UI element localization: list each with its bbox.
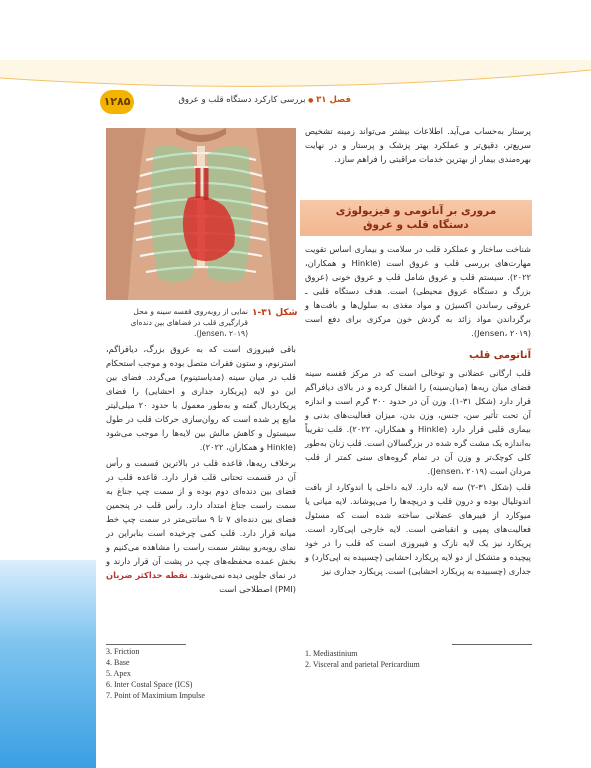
- left-paragraph-1: باقی فیبروزی است که به عروق بزرگ، دیافراگم، استرنوم، و ستون فقرات متصل بوده و موجب استحکام قلب در میان سینه (مدیاستینوم) می‌گردد. فضای بین این دو لایه (پریکارد جداری و احشایی) را فضای پریکاردیال گفته و به‌طور معمول با حدود ۲۰ میلی‌لیتر مایع پر شده است که روان‌سازی حرکات قلب در طول سیستول و کاهش مالش بین لایه‌ها را موجب می‌شود (Hinkle و همکاران، ۲۰۲۲).: [106, 344, 296, 452]
- footnote-2: 2. Visceral and parietal Pericardium: [305, 660, 420, 669]
- side-color-bar: [0, 560, 96, 768]
- page-number: ۱۲۸۵: [100, 90, 134, 114]
- anatomy-paragraph-1: قلب ارگانی عضلانی و توخالی است که در مرکز قفسه سینه فضای میان ریه‌ها (میان‌سینه) را اشغال کرده و در بالای دیافراگم قرار دارد (شکل ۳۱-۱). وزن آن در حدود ۳۰۰ گرم است و اندازه آن تحت تأثیر سن، جنس، وزن بدن، میزان فعالیت‌های بدنی و بیماری قلبی قرار دارد (Hinkle و همکاران، ۲۰۲۲). قلب تقریباً به‌اندازه یک مشت گره شده در بزرگسالان است. قلب زنان به‌طور کلی کوچک‌تر و وزن آن در تمام گروه‌های سنی کمتر از قلب مردان است (Jensen، ۲۰۱۹).: [305, 368, 532, 476]
- left-text: [106, 342, 296, 598]
- section-heading-box: [300, 200, 532, 236]
- footnote-4: 4. Base: [106, 658, 130, 667]
- chest-figure: [106, 128, 296, 300]
- footnote-6: 6. Inter Costal Space (ICS): [106, 680, 193, 689]
- pmi-tail: (PMI) اصطلاحی است: [219, 584, 296, 594]
- header-curve: [0, 60, 591, 100]
- intro-text: [305, 124, 531, 168]
- section-text: [305, 242, 531, 342]
- footnote-7: 7. Point of Maximium Impulse: [106, 691, 205, 700]
- header-dot: ●: [308, 97, 314, 104]
- chapter-title: بررسی کارکرد دستگاه قلب و عروق: [178, 95, 306, 105]
- footnote-1: 1. Mediastinium: [305, 649, 358, 658]
- pmi-term: نقطه حداکثر ضربان: [106, 570, 188, 580]
- footnote-5: 5. Apex: [106, 669, 131, 678]
- chapter-label: فصل ۳۱: [316, 95, 351, 105]
- anatomy-paragraph-2: قلب (شکل ۳۱-۲) سه لایه دارد. لایه داخلی یا اندوکارد از بافت اندوتلیال بوده و درون قلب و دریچه‌ها را می‌پوشاند. لایه میانی یا میوکارد از فیبرهای عضلانی ساخته شده است که مسئول فعالیت‌های پمپی و انقباضی است. لایه خارجی اپی‌کارد است. پریکارد نیز یک لایه نازک و فیبروزی است که قلب را در خود پیچیده و متشکل از دو لایه پریکارد احشایی (چسبیده به اپی‌کارد) و جداری (چسبیده به پریکارد احشایی) است. پریکارد جداری نیز: [305, 482, 531, 576]
- figure-caption: نمایی از روبه‌روی قفسه سینه و محل قرارگیری قلب در فضاهای بین دنده‌ای (Jensen، ۲۰۱۹).: [130, 307, 248, 338]
- running-header: [178, 95, 351, 105]
- subheading-anatomy: آناتومی قلب: [469, 350, 531, 361]
- left-paragraph-2: برخلاف ریه‌ها، قاعده قلب در بالاترین قسمت و رأس آن در قسمت تحتانی قلب قرار دارد. قاعده قلب در فضای بین دنده‌ای دوم بوده و از سمت چپ جناغ به سمت راست جناغ امتداد دارد. رأس قلب در پنجمین فضای بین دنده‌ای ۷ تا ۹ سانتی‌متر در سمت چپ خط میانه قرار دارد. قلب کمی چرخیده است بنابراین در نمای روبه‌رو بیشتر سمت راست را مشاهده می‌کنیم و بخش عمده محفظه‌های چپ در پشت آن قرار دارند و در نمای جلویی دیده نمی‌شوند.: [106, 458, 296, 580]
- chest-illustration: [106, 128, 296, 300]
- section-title-line2: دستگاه قلب و عروق: [363, 219, 469, 231]
- section-title-line1: مروری بر آناتومی و فیزیولوژی: [335, 205, 497, 217]
- footnote-divider-right: [452, 644, 532, 645]
- section-paragraph: شناخت ساختار و عملکرد قلب در سلامت و بیماری اساس تقویت مهارت‌های بررسی قلب و عروق است (Hinkle و همکاران، ۲۰۲۲). سیستم قلب و عروق شامل قلب و عروق خونی (عروق بزرگ و دستگاه عروق محیطی) است. هدف دستگاه قلبی ـ عروقی رساندن اکسیژن و مواد مغذی به سلول‌ها و بافت‌ها و برگرداندن مواد زائد به گردش خون مرکزی برای دفع است (Jensen، ۲۰۱۹).: [305, 244, 532, 338]
- footnotes-left: [106, 646, 205, 701]
- figure-label: شکل ۳۱-۱: [252, 308, 298, 318]
- top-band: [0, 0, 591, 62]
- anatomy-text: [305, 366, 531, 580]
- footnotes-right: [305, 648, 420, 670]
- intro-paragraph: پرستار به‌حساب می‌آید. اطلاعات بیشتر می‌تواند زمینه تشخیص سریع‌تر، دقیق‌تر و عملکرد بهتر پزشک و پرستار و در نهایت بهره‌مندی بیمار از بهترین خدمات مراقبتی را فراهم سازد.: [305, 126, 531, 164]
- footnote-divider-left: [106, 644, 186, 645]
- footnote-3: 3. Friction: [106, 647, 140, 656]
